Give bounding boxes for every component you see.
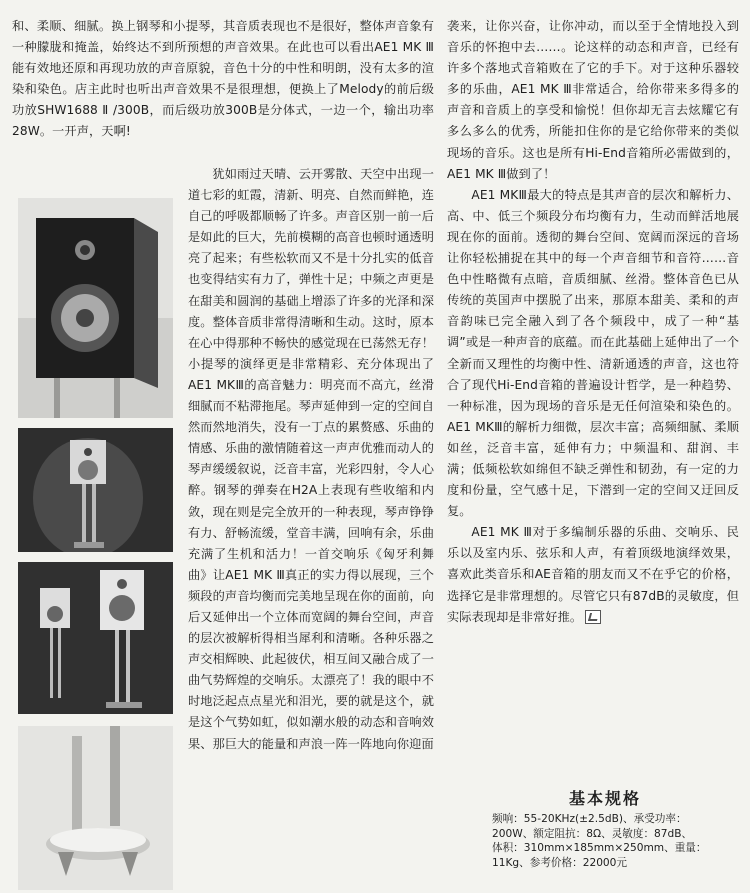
stand-spike-icon [18, 726, 173, 890]
paragraph: 袭来，让你兴奋，让你冲动，而以至于全情地投入到音乐的怀抱中去……。论这样的动态和声音，已经有许多个落地式音箱败在了它的手下。对于这种乐器较多的乐曲，AE1 MK Ⅲ非常适合，给你带来多得多的声音和音质上的享受和愉悦！但你却无言去炫耀它有多么多么的优秀，所能扣住你的是它给你带来的类似现场的音乐。这也是所有Hi-End音箱所必需做到的，AE1 MK Ⅲ做到了！ [447, 19, 739, 181]
paragraph: 犹如雨过天晴、云开雾散、天空中出现一道七彩的虹霞，清新、明亮、自然而鲜艳，连自己的呼吸都顺畅了许多。声音区别一前一后是如此的巨大，先前模糊的高音也顿时通透明亮了起来；有些松软而又不是十分扎实的低音也变得结实有力了，弹性十足；中频之声更是在甜美和圆润的基础上增添了许多的光泽和深度。整体音质非常得清晰和生动。这时，原本在心中得那种不畅快的感觉现在已荡然无存！小提琴的演绎更是非常精彩、充分体现出了AE1 MKⅢ的高音魅力：明亮而不高亢，丝滑细腻而不粘滞拖尾。琴声延伸到一定的空间自然而然地消失，没有一丁点的累赘感、乐曲的情感、乐曲的激情随着这一声声优雅而动人的琴声缓缓叙说，泛音丰富，光彩四射，令人心醉。钢琴的弹奏在H2A上表现有些收缩和内敛，现在则是完全放开的一种表现，琴声铮铮有力、舒畅流缓，堂音丰满，回响有余，乐曲充满了生机和活力！一首交响乐《匈牙利舞曲》让AE1 MK Ⅲ真正的实力得以展现，三个频段的声音均衡而完美地呈现在你的面前，向后又延伸出一个立体而宽阔的舞台空间，声音的层次被解析得相当犀利和清晰。各种乐器之声交相辉映、此起彼伏，相互间又融合成了一曲气势辉煌的交响乐。太漂亮了！我的眼中不时地泛起点点星光和泪光，要的就是这个，就是这个气势如虹，似如潮水般的动态和音响效果、那巨大的能量和声浪一阵一阵地向你迎面 [188, 167, 434, 751]
right-column-text [447, 16, 739, 628]
spec-title: 基本规格 [568, 789, 641, 808]
end-mark-icon [585, 610, 601, 624]
left-column-wrapped-text [188, 164, 434, 755]
speaker-closeup-icon [18, 198, 173, 418]
speaker-on-stand-photo [18, 428, 173, 552]
speaker-closeup-photo [18, 198, 173, 418]
stand-spike-detail-photo [18, 726, 173, 890]
paragraph: 和、柔顺、细腻。换上钢琴和小提琴，其音质表现也不是很好，整体声音象有一种朦胧和掩盖，始终达不到所预想的声音效果。在此也可以看出AE1 MK Ⅲ能有效地还原和再现功放的声音原貌，音色十分的中性和明朗，没有太多的渲染和染色。店主此时也听出声音效果不是很理想，便换上了Melody的前后级功放SHW1688 Ⅱ /300B，而后级功放300B是分体式，一边一个，输出功率28W。一开声，天啊! [12, 19, 434, 139]
paragraph-text: AE1 MK Ⅲ对于多编制乐器的乐曲、交响乐、民乐以及室内乐、弦乐和人声，有着顶级地演绎效果，喜欢此类音乐和AE音箱的朋友而又不在乎它的价格，选择它是非常理想的。尽管它只有87dB的灵敏度，但实际表现却是非常好推。 [447, 525, 739, 624]
paragraph: AE1 MKⅢ最大的特点是其声音的层次和解析力、高、中、低三个频段分布均衡有力，生动而鲜活地展现在你的面前。透彻的舞台空间、宽阔而深远的音场让你轻松捕捉在其中的每一个声音细节和音符……音色中性略微有点暗，音质细腻、丝滑。整体音色已从传统的英国声中摆脱了出来，那原本甜美、柔和的声音韵味已完全融入到了各个频段中，成了一种“基调”或是一种声音的底蕴。而在此基础上延伸出了一个全新而又理性的均衡中性、清新通透的声音，这也符合了现代Hi-End音箱的普遍设计哲学，是一种趋势、一种标准，因为现场的音乐是无任何渲染和染色的。AE1 MKⅢ的解析力细微，层次丰富；高频细腻、柔顺如丝，泛音丰富，延伸有力；中频温和、甜润、丰满；低频松软如绵但不缺乏弹性和韧劲，有一定的力度和份量，空气感十足，下潜到一定的空间又迂回反复。 [447, 187, 739, 519]
spec-block [492, 812, 742, 870]
left-column-top-text [12, 16, 434, 143]
spec-line: 体积：310mm×185mm×250mm、重量： [492, 842, 707, 855]
spec-line: 11Kg、参考价格：22000元 [492, 856, 628, 869]
speaker-pair-icon [18, 562, 173, 714]
paragraph [447, 522, 739, 627]
speaker-pair-photo [18, 562, 173, 714]
spec-line: 频响：55-20KHz(±2.5dB)、承受功率： [492, 813, 687, 825]
spec-line: 200W、额定阻抗：8Ω、灵敏度：87dB、 [492, 827, 693, 840]
speaker-on-stand-icon [18, 428, 173, 552]
